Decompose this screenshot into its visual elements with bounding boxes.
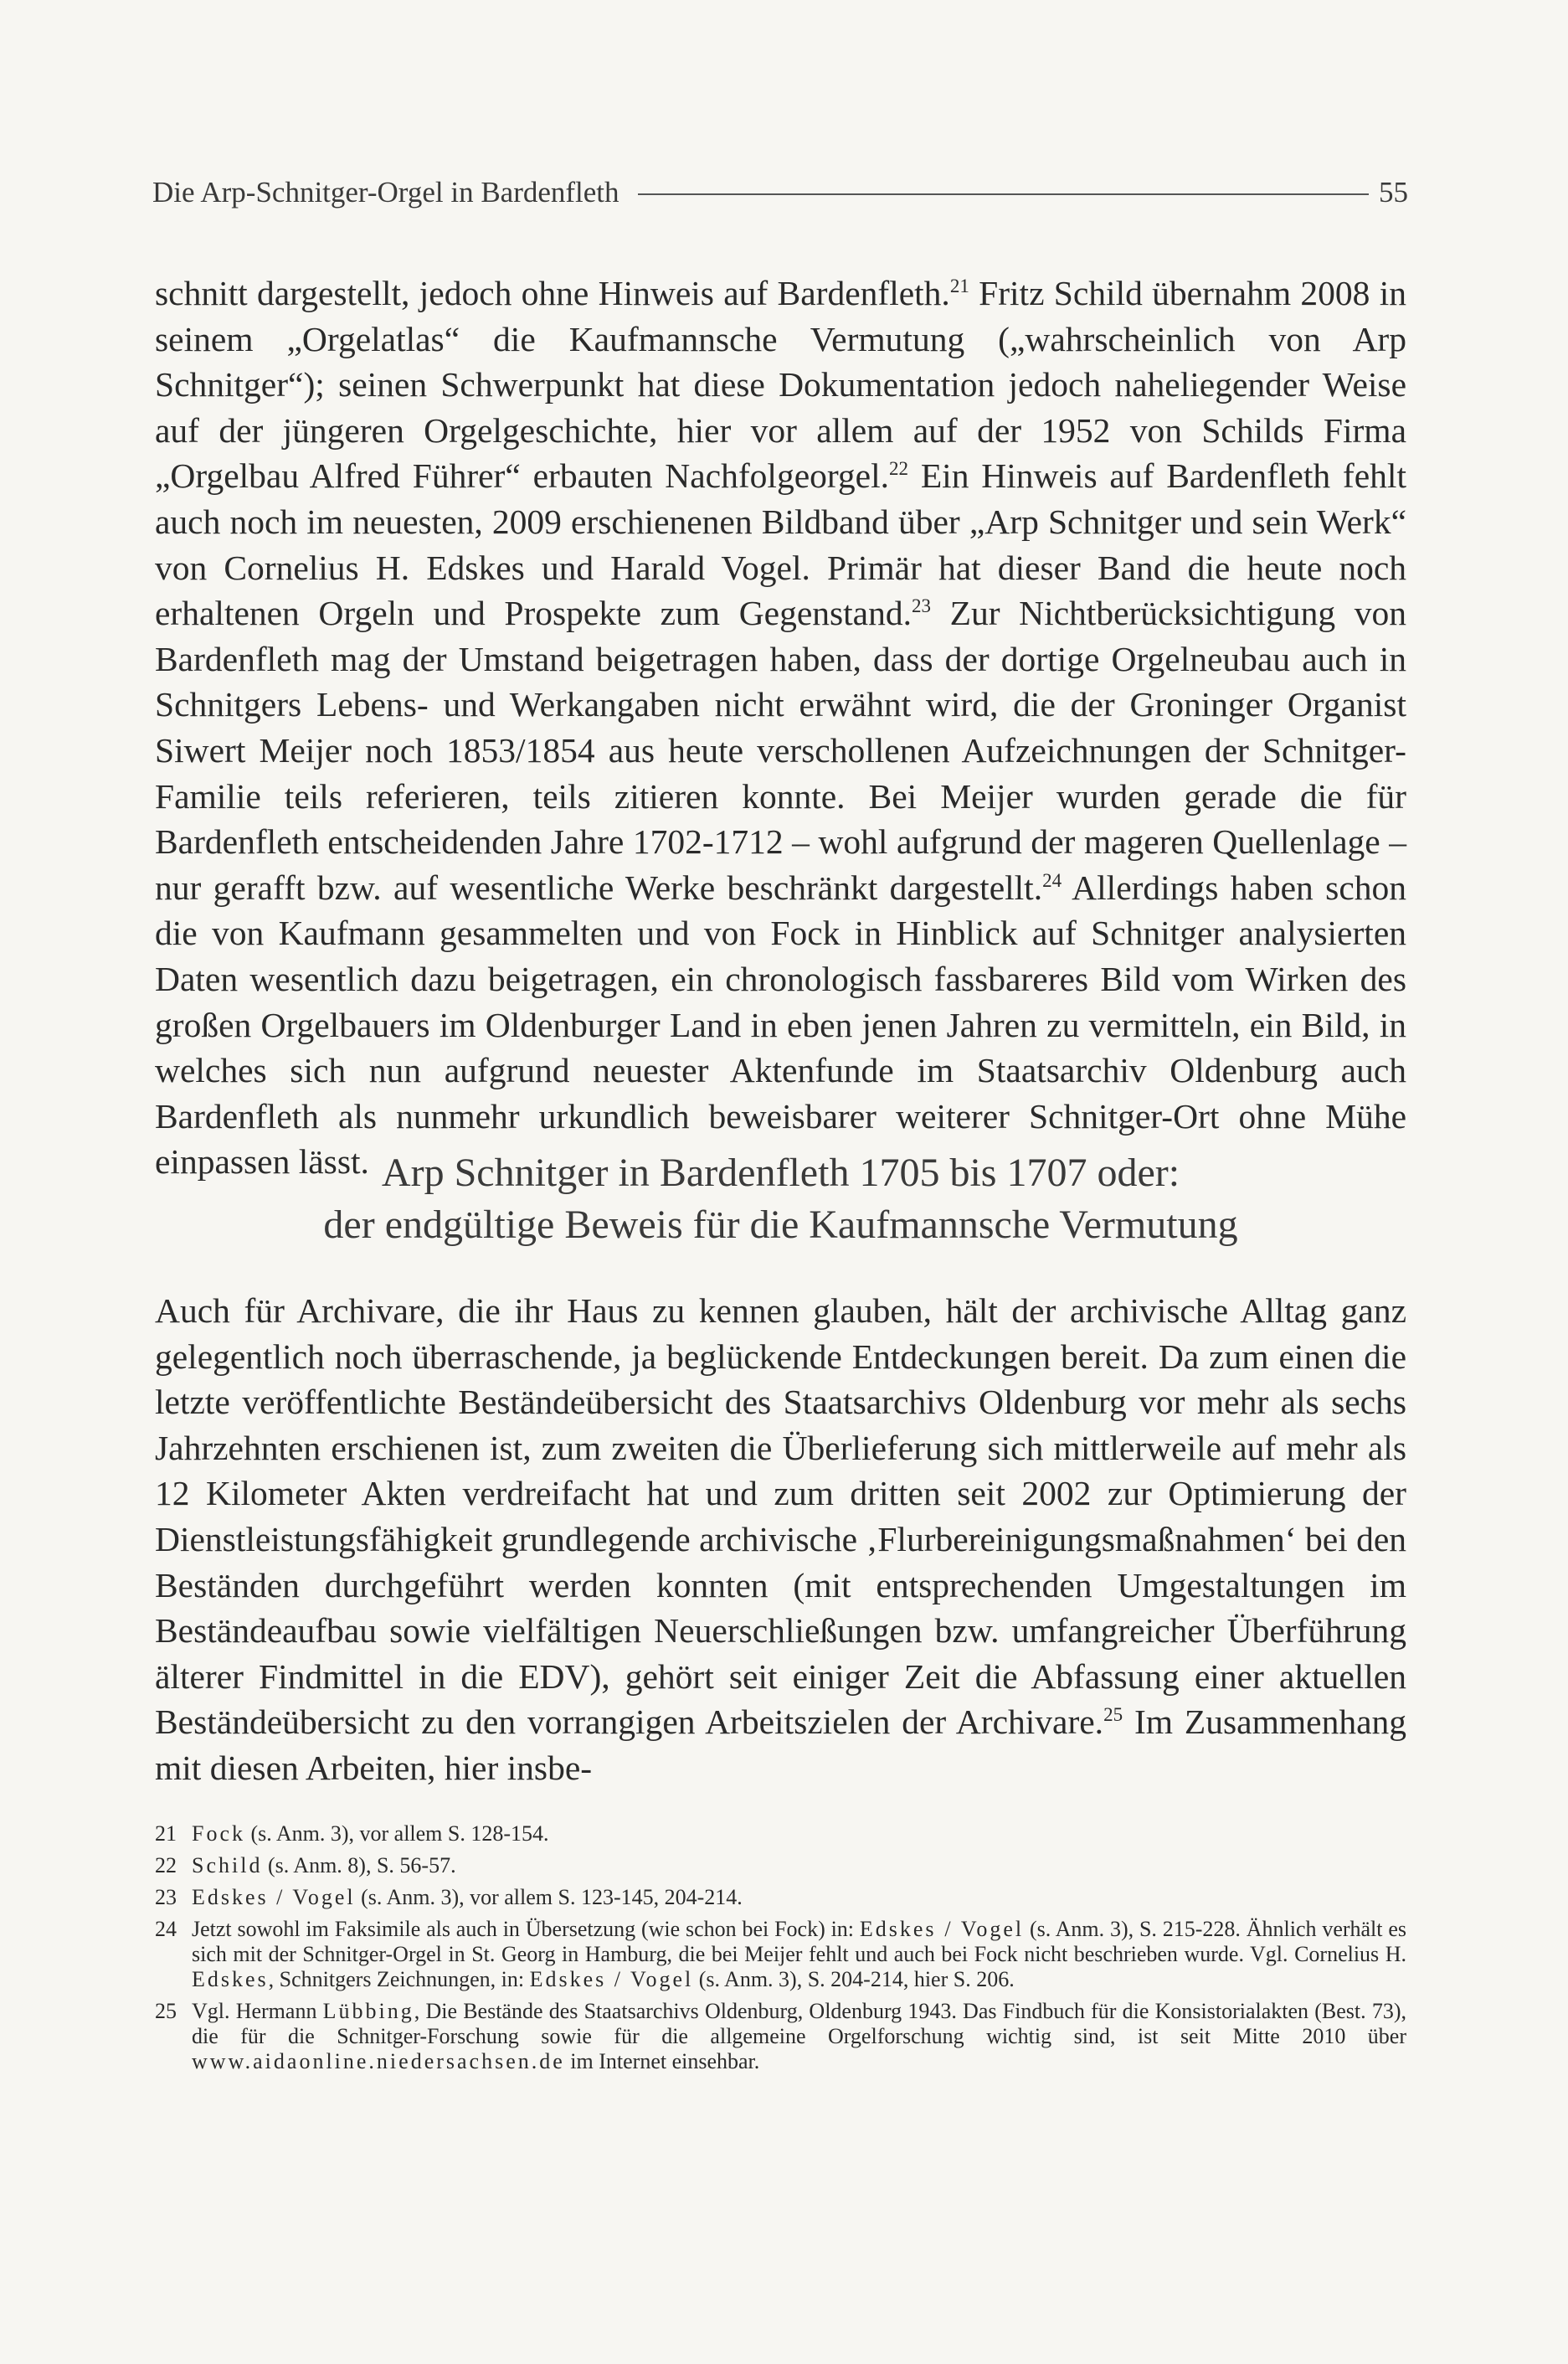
footnote-text — [192, 1917, 1406, 1992]
spaced-author-name: Edskes / Vogel — [529, 1967, 694, 1991]
body-paragraph-2 — [155, 1288, 1406, 1791]
footnote — [155, 1885, 1406, 1910]
spaced-author-name: Fock — [192, 1821, 245, 1846]
footnote-number: 24 — [155, 1917, 177, 1941]
footnote-text-run: im Internet einsehbar. — [564, 2049, 760, 2073]
footnote-text — [192, 1885, 1406, 1910]
footnote-text-run: (s. Anm. 3), S. 204-214, hier S. 206. — [693, 1967, 1015, 1991]
footnote-number: 22 — [155, 1853, 177, 1877]
footnote — [155, 1999, 1406, 2074]
body-paragraph-1 — [155, 270, 1406, 1185]
footnote — [155, 1821, 1406, 1846]
section-heading-line-2: der endgültige Beweis für die Kaufmannsche Vermutung — [323, 1203, 1238, 1247]
footnote-text-run: Vgl. Hermann — [192, 1999, 323, 2023]
footnote-text — [192, 1821, 1406, 1846]
spaced-author-name: www.aidaonline.niedersachsen.de — [192, 2049, 565, 2073]
footnote — [155, 1853, 1406, 1878]
text-run: Allerdings haben schon die von Kaufmann gesammelten und von Fock in Hinblick auf Schnitger analysierten Daten wesentlich dazu beigetragen, ein chronologisch fassbareres Bild vom Wirken des großen Orgelbauers im Oldenburger Land in eben jenen Jahren zu vermitteln, ein Bild, in welches sich nun aufgrund neuester Aktenfunde im Staatsarchiv Oldenburg auch Bardenfleth als nunmehr urkundlich beweisbarer weiterer Schnitger-Ort ohne Mühe einpassen lässt. — [155, 868, 1406, 1182]
section-heading-line-1: Arp Schnitger in Bardenfleth 1705 bis 1707 oder: — [381, 1151, 1180, 1195]
spaced-author-name: Edskes — [192, 1967, 269, 1991]
footnote-text-run: , Die Bestände des Staatsarchivs Oldenburg, Oldenburg 1943. Das Findbuch für die Konsistorialakten (Best. 73), die für die Schnitger-Forschung sowie für die allgemeine Orgelforschung wichtig sind, ist seit Mitte 2010 über — [192, 1999, 1406, 2048]
footnote-ref: 21 — [949, 276, 969, 296]
spaced-author-name: Edskes / Vogel — [192, 1885, 356, 1909]
footnote-text-run: (s. Anm. 8), S. 56-57. — [262, 1853, 456, 1877]
running-title: Die Arp-Schnitger-Orgel in Bardenfleth — [152, 176, 619, 209]
running-header — [152, 176, 1408, 209]
footnote-text — [192, 1853, 1406, 1878]
text-run: Zur Nichtberücksichtigung von Bardenfleth mag der Umstand beigetragen haben, dass der dortige Orgelneubau auch in Schnitgers Lebens- und Werkangaben nicht erwähnt wird, die der Groninger Organist Siwert Meijer noch 1853/1854 aus heute verschollenen Aufzeichnungen der Schnitger-Familie teils referieren, teils zitieren konnte. Bei Meijer wurden gerade die für Bardenfleth entscheidenden Jahre 1702-1712 – wohl aufgrund der mageren Quellenlage – nur gerafft bzw. auf wesentliche Werke beschränkt dargestellt. — [155, 594, 1406, 907]
text-run: Im Zusammenhang mit diesen Arbeiten, hier insbe- — [155, 1702, 1406, 1787]
footnote — [155, 1917, 1406, 1992]
footnote-text — [192, 1999, 1406, 2074]
footnotes — [155, 1821, 1406, 2081]
footnote-ref: 25 — [1103, 1704, 1123, 1726]
footnote-number: 21 — [155, 1821, 177, 1846]
text-run: schnitt dargestellt, jedoch ohne Hinweis auf Bardenfleth. — [155, 274, 950, 312]
spaced-author-name: Lübbing — [322, 1999, 414, 2023]
text-run: Ein Hinweis auf Bardenfleth fehlt auch noch im neuesten, 2009 erschienenen Bildband über „Arp Schnitger und sein Werk“ von Cornelius H. Edskes und Harald Vogel. Primär hat dieser Band die heute noch erhaltenen Orgeln und Prospekte zum Gegenstand. — [155, 456, 1406, 633]
section-heading — [155, 1147, 1406, 1251]
footnote-number: 23 — [155, 1885, 177, 1909]
footnote-text-run: , Schnitgers Zeichnungen, in: — [268, 1967, 530, 1991]
spaced-author-name: Schild — [192, 1853, 263, 1877]
text-run: Fritz Schild übernahm 2008 in seinem „Orgelatlas“ die Kaufmannsche Vermutung („wahrscheinlich von Arp Schnitger“); seinen Schwerpunkt hat diese Dokumentation jedoch naheliegender Weise auf der jüngeren Orgelgeschichte, hier vor allem auf der 1952 von Schilds Firma „Orgelbau Alfred Führer“ erbauten Nachfolgeorgel. — [155, 274, 1406, 496]
header-rule — [638, 193, 1369, 195]
footnote-text-run: (s. Anm. 3), vor allem S. 128-154. — [245, 1821, 549, 1846]
footnote-ref: 24 — [1042, 869, 1062, 891]
footnote-text-run: (s. Anm. 3), S. 215-228. Ähnlich verhält es sich mit der Schnitger-Orgel in St. Georg in Hamburg, die bei Meijer fehlt und auch bei Fock nicht beschrieben wurde. Vgl. Cornelius H. — [192, 1917, 1406, 1966]
footnote-ref: 23 — [911, 595, 931, 617]
page-number: 55 — [1379, 176, 1408, 209]
footnote-text-run: (s. Anm. 3), vor allem S. 123-145, 204-214. — [355, 1885, 743, 1909]
footnote-number: 25 — [155, 1999, 177, 2023]
spaced-author-name: Edskes / Vogel — [859, 1917, 1025, 1941]
text-run: Auch für Archivare, die ihr Haus zu kennen glauben, hält der archivische Alltag ganz gelegentlich noch überraschende, ja beglückende Entdeckungen bereit. Da zum einen die letzte veröffentlichte Beständeübersicht des Staatsarchivs Oldenburg vor mehr als sechs Jahrzehnten erschienen ist, zum zweiten die Überlieferung sich mittlerweile auf mehr als 12 Kilometer Akten verdreifacht hat und zum dritten seit 2002 zur Optimierung der Dienstleistungsfähigkeit grundlegende archivische ‚Flurbereinigungsmaßnahmen‘ bei den Beständen durchgeführt werden konnten (mit entsprechenden Umgestaltungen im Beständeaufbau sowie vielfältigen Neuerschließungen bzw. umfangreicher Überführung älterer Findmittel in die EDV), gehört seit einiger Zeit die Abfassung einer aktuellen Beständeübersicht zu den vorrangigen Arbeitszielen der Archivare. — [155, 1291, 1406, 1742]
footnote-text-run: Jetzt sowohl im Faksimile als auch in Übersetzung (wie schon bei Fock) in: — [192, 1917, 860, 1941]
footnote-ref: 22 — [889, 458, 909, 480]
